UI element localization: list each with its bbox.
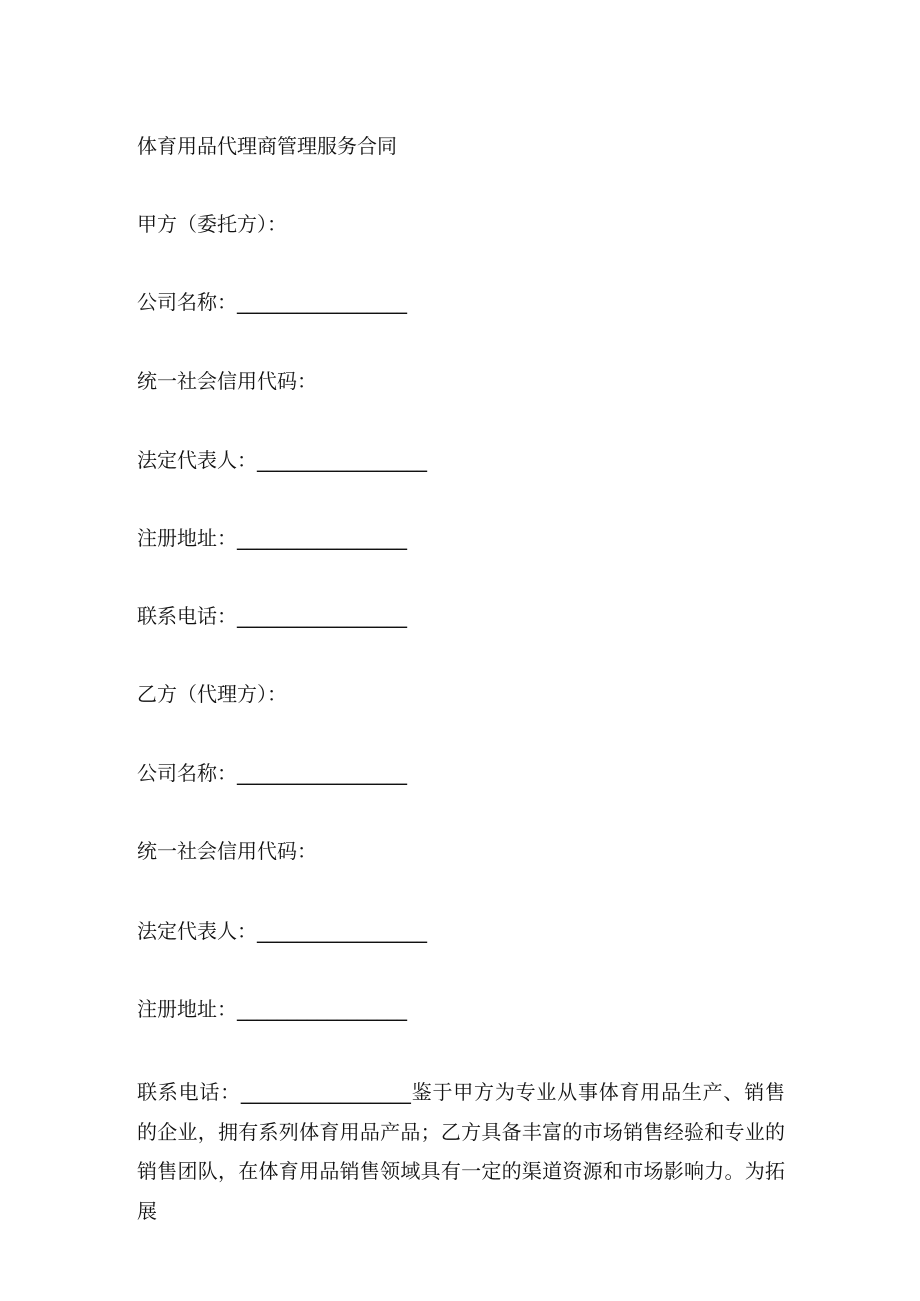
preamble-paragraph: 联系电话：_________________鉴于甲方为专业从事体育用品生产、销售的企业，拥有系列体育用品产品；乙方具备丰富的市场销售经验和专业的销售团队，在体育用品销售领域具有一定的渠道资源和市场影响力。为拓展 <box>137 1080 785 1223</box>
party-b-company-name: 公司名称：_________________ <box>137 761 407 785</box>
party-b-legal-representative: 法定代表人：_________________ <box>137 919 427 943</box>
party-a-credit-code: 统一社会信用代码： <box>137 369 317 393</box>
party-b-heading: 乙方（代理方）： <box>137 682 287 706</box>
party-a-heading: 甲方（委托方）： <box>137 212 287 236</box>
party-b-credit-code: 统一社会信用代码： <box>137 839 317 863</box>
party-b-registered-address: 注册地址：_________________ <box>137 997 407 1021</box>
party-a-legal-representative: 法定代表人：_________________ <box>137 448 427 472</box>
contract-title: 体育用品代理商管理服务合同 <box>137 134 397 158</box>
party-a-phone: 联系电话：_________________ <box>137 604 407 628</box>
party-a-registered-address: 注册地址：_________________ <box>137 526 407 550</box>
party-a-company-name: 公司名称：_________________ <box>137 290 407 314</box>
